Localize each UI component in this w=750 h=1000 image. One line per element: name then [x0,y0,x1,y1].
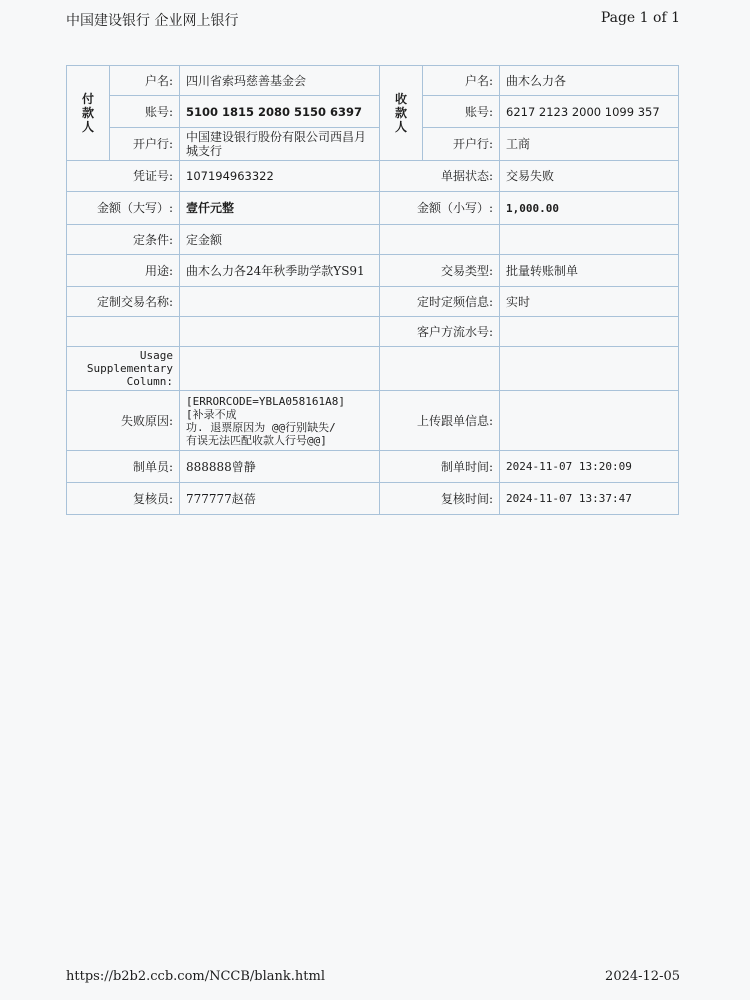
amount-lower: 1,000.00 [500,192,679,225]
payer-bank: 中国建设银行股份有限公司西昌月城支行 [180,128,380,161]
serial-value [500,317,679,347]
condition-value: 定金额 [180,225,380,255]
voucher-table [66,65,679,515]
custom-txn-label: 定制交易名称: [67,287,180,317]
payee-bank: 工商 [500,128,679,161]
custom-txn-value [180,287,380,317]
payer-name: 四川省索玛慈善基金会 [180,66,380,96]
reviewer-value: 777777赵蓓 [180,483,380,515]
schedule-label: 定时定频信息: [380,287,500,317]
schedule-value: 实时 [500,287,679,317]
review-time-value: 2024-11-07 13:37:47 [500,483,679,515]
usage-value [180,347,380,391]
status-value: 交易失败 [500,161,679,192]
payee-group-label: 收 款 人 [380,66,423,161]
payer-group-label: 付 款 人 [67,66,110,161]
upload-label: 上传跟单信息: [380,391,500,451]
bank-title: 中国建设银行 企业网上银行 [66,13,239,29]
txn-type-label: 交易类型: [380,255,500,287]
payee-account-label: 账号: [423,96,500,128]
review-time-label: 复核时间: [380,483,500,515]
payee-bank-label: 开户行: [423,128,500,161]
purpose-label: 用途: [67,255,180,287]
status-label: 单据状态: [380,161,500,192]
fail-reason: [ERRORCODE=YBLA058161A8] [补录不成 功. 退票原因为 @@行别缺失/ 有误无法匹配收款人行号@@] [180,391,380,451]
maker-value: 888888曾静 [180,451,380,483]
amount-lower-label: 金额（小写）: [380,192,500,225]
footer-url[interactable]: https://b2b2.ccb.com/NCCB/blank.html [66,969,325,984]
payer-account-label: 账号: [110,96,180,128]
voucher-number: 107194963322 [180,161,380,192]
amount-upper: 壹仟元整 [180,192,380,225]
payee-name-label: 户名: [423,66,500,96]
payee-account: 6217 2123 2000 1099 357 [500,96,679,128]
make-time-label: 制单时间: [380,451,500,483]
voucher-number-label: 凭证号: [67,161,180,192]
maker-label: 制单员: [67,451,180,483]
footer-date: 2024-12-05 [605,969,680,984]
purpose-value: 曲木么力各24年秋季助学款YS91 [180,255,380,287]
txn-type-value: 批量转账制单 [500,255,679,287]
payer-bank-label: 开户行: [110,128,180,161]
condition-label: 定条件: [67,225,180,255]
page-info: Page 1 of 1 [600,10,680,26]
make-time-value: 2024-11-07 13:20:09 [500,451,679,483]
upload-value [500,391,679,451]
reviewer-label: 复核员: [67,483,180,515]
serial-label: 客户方流水号: [380,317,500,347]
amount-upper-label: 金额（大写）: [67,192,180,225]
payee-name: 曲木么力各 [500,66,679,96]
usage-label: Usage Supplementary Column: [67,347,180,391]
fail-reason-label: 失败原因: [67,391,180,451]
payer-account: 5100 1815 2080 5150 6397 [180,96,380,128]
payer-name-label: 户名: [110,66,180,96]
